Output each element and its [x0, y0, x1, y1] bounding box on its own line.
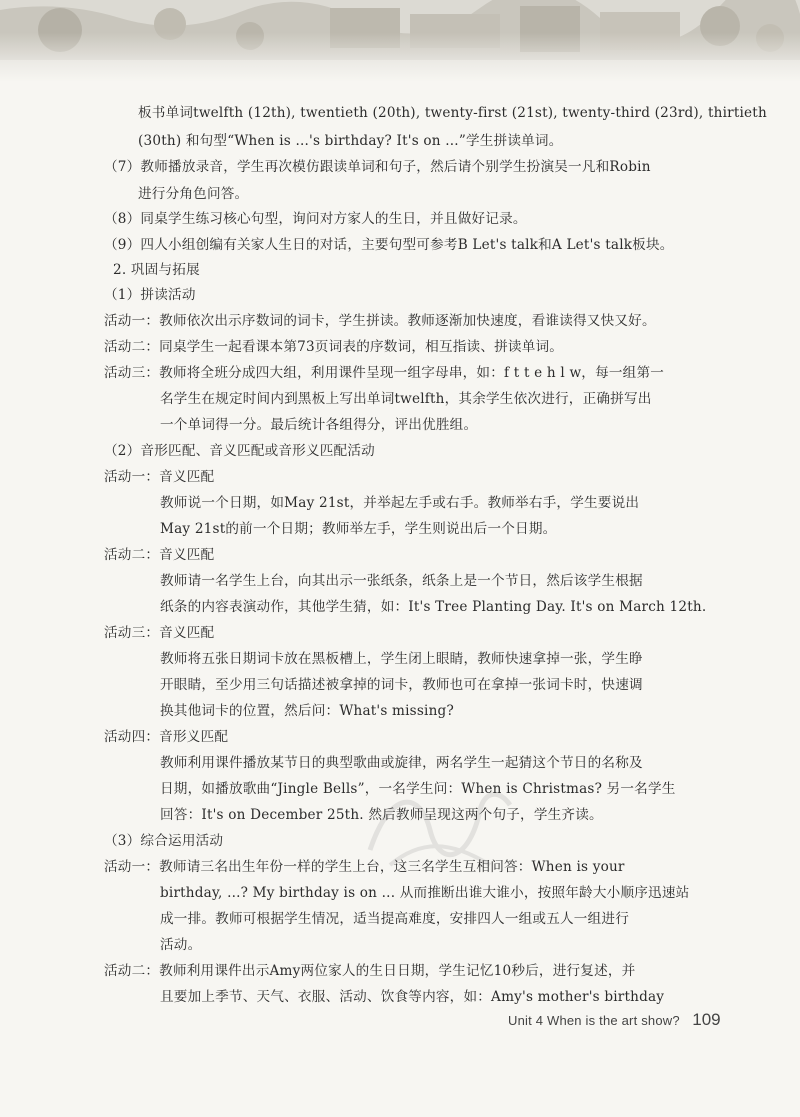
page-footer	[508, 1010, 721, 1030]
text-line: 纸条的内容表演动作，其他学生猜，如：It's Tree Planting Day. It's on March 12th.	[160, 599, 707, 615]
text-line: 活动一：教师请三名出生年份一样的学生上台，这三名学生互相问答：When is your	[104, 859, 625, 875]
text-line: 教师请一名学生上台，向其出示一张纸条，纸条上是一个节日，然后该学生根据	[160, 573, 643, 589]
page-number: 109	[692, 1010, 721, 1029]
text-line: 进行分角色问答。	[138, 186, 249, 202]
text-line: （3）综合运用活动	[104, 833, 224, 849]
text-line: （2）音形匹配、音义匹配或音形义匹配活动	[104, 443, 375, 459]
text-line: 活动一：音义匹配	[104, 469, 215, 485]
unit-title: Unit 4 When is the art show?	[508, 1013, 680, 1028]
text-line: （9）四人小组创编有关家人生日的对话，主要句型可参考B Let's talk和A Let's talk板块。	[104, 237, 674, 253]
text-line: 活动二：同桌学生一起看课本第73页词表的序数词，相互指读、拼读单词。	[104, 339, 564, 355]
text-line: 活动。	[160, 937, 202, 953]
text-line: (30th) 和句型“When is ...'s birthday? It's on ...”学生拼读单词。	[138, 133, 563, 149]
text-line: 名学生在规定时间内到黑板上写出单词twelfth，其余学生依次进行，正确拼写出	[160, 391, 652, 407]
text-line: May 21st的前一个日期；教师举左手，学生则说出后一个日期。	[160, 521, 557, 537]
text-line: 活动三：教师将全班分成四大组，利用课件呈现一组字母串，如：f t t e h l w，每一组第一	[104, 365, 665, 381]
text-line: 活动二：教师利用课件出示Amy两位家人的生日日期，学生记忆10秒后，进行复述，并	[104, 963, 636, 979]
text-line: 成一排。教师可根据学生情况，适当提高难度，安排四人一组或五人一组进行	[160, 911, 629, 927]
text-line: 活动四：音形义匹配	[104, 729, 229, 745]
text-line: 回答：It's on December 25th. 然后教师呈现这两个句子，学生齐读。	[160, 807, 603, 823]
text-line: 换其他词卡的位置，然后问：What's missing?	[160, 703, 454, 719]
text-line: 教师利用课件播放某节日的典型歌曲或旋律，两名学生一起猜这个节日的名称及	[160, 755, 643, 771]
text-line: 教师将五张日期词卡放在黑板槽上，学生闭上眼睛，教师快速拿掉一张，学生睁	[160, 651, 643, 667]
text-line: 日期，如播放歌曲“Jingle Bells”，一名学生问：When is Christmas? 另一名学生	[160, 781, 676, 797]
text-line: （8）同桌学生练习核心句型，询问对方家人的生日，并且做好记录。	[104, 211, 527, 227]
text-line: 开眼睛，至少用三句话描述被拿掉的词卡，教师也可在拿掉一张词卡时，快速调	[160, 677, 643, 693]
text-line: （7）教师播放录音，学生再次模仿跟读单词和句子，然后请个别学生扮演吴一凡和Robin	[104, 159, 651, 175]
text-line: 且要加上季节、天气、衣服、活动、饮食等内容，如：Amy's mother's birthday	[160, 989, 665, 1005]
header-banner-image	[0, 0, 800, 82]
section-heading: 2. 巩固与拓展	[113, 262, 200, 278]
text-line: 活动三：音义匹配	[104, 625, 215, 641]
text-line: birthday, ...? My birthday is on ... 从而推断出谁大谁小，按照年龄大小顺序迅速站	[160, 885, 690, 901]
text-line: 教师说一个日期，如May 21st，并举起左手或右手。教师举右手，学生要说出	[160, 495, 640, 511]
text-line: 活动一：教师依次出示序数词的词卡，学生拼读。教师逐渐加快速度，看谁读得又快又好。	[104, 313, 656, 329]
text-line: （1）拼读活动	[104, 287, 196, 303]
text-line: 活动二：音义匹配	[104, 547, 215, 563]
text-line: 板书单词twelfth (12th), twentieth (20th), twenty-first (21st), twenty-third (23rd), thirtieth	[138, 105, 767, 121]
text-line: 一个单词得一分。最后统计各组得分，评出优胜组。	[160, 417, 478, 433]
